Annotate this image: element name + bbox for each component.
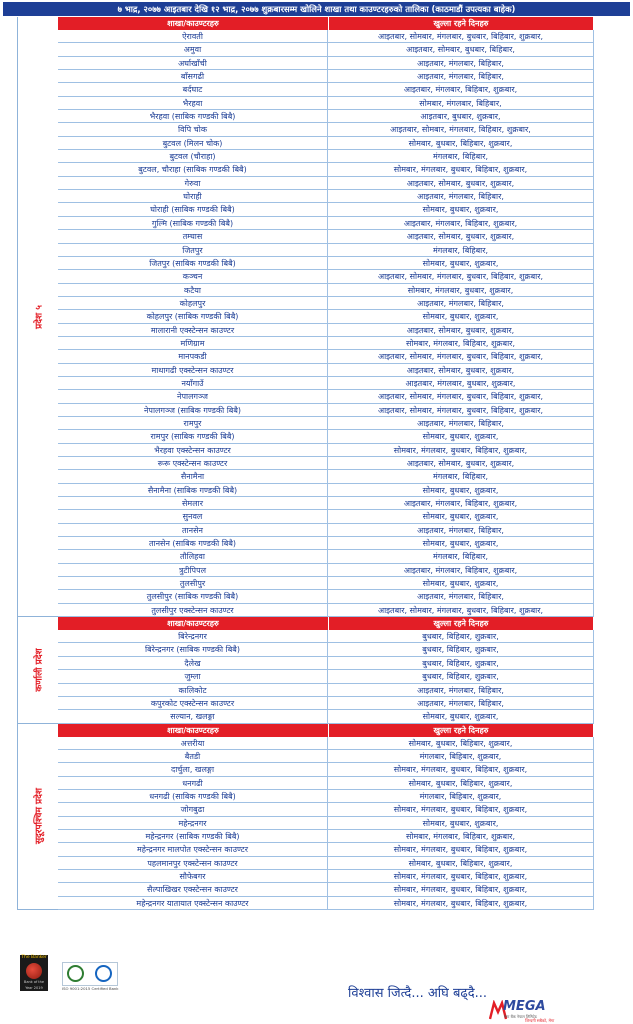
table-row <box>58 817 594 830</box>
branch-name: घोराही <box>58 190 328 203</box>
open-days: आइतबार, सोमबार, मंगलबार, बुधबार, बिहिबार, शुक्रबार, <box>328 390 594 403</box>
banker-logo-text: The Banker <box>21 955 47 960</box>
table-row <box>58 284 594 297</box>
table-row <box>58 83 594 96</box>
branch-name: तुलसीपुर (साबिक गण्डकी बिबै) <box>58 590 328 603</box>
region-cell <box>17 17 58 617</box>
table-row <box>58 564 594 577</box>
open-days: आइतबार, सोमबार, बुधबार, शुक्रबार, <box>328 324 594 337</box>
branch-name: गुल्मि (साबिक गण्डकी बिबै) <box>58 217 328 230</box>
branch-name: ऐरावती <box>58 30 328 43</box>
branch-name: मणिग्राम <box>58 337 328 350</box>
table-header <box>58 724 594 737</box>
open-days: आइतबार, सोमबार, बुधबार, बिहिबार, <box>328 43 594 56</box>
table-row <box>58 657 594 670</box>
table-header <box>58 617 594 630</box>
open-days: सोमबार, मंगलबार, बुधबार, बिहिबार, शुक्रबार, <box>328 883 594 896</box>
region-cell <box>17 617 58 723</box>
open-days: बुधबार, बिहिबार, शुक्रबार, <box>328 670 594 683</box>
open-days: आइतबार, सोमबार, मंगलबार, बुधबार, बिहिबार, शुक्रबार, <box>328 30 594 43</box>
open-days: सोमबार, मंगलबार, बुधबार, बिहिबार, शुक्रबार, <box>328 444 594 457</box>
table-row <box>58 324 594 337</box>
branch-name: बिरेन्द्रनगर <box>58 630 328 643</box>
table-row <box>58 524 594 537</box>
open-days: आइतबार, मंगलबार, बिहिबार, <box>328 697 594 710</box>
table-row <box>58 230 594 243</box>
table-row <box>58 577 594 590</box>
branch-name: सैल्पाखिखर एक्स्टेन्सन काउण्टर <box>58 883 328 896</box>
open-days: सोमबार, बुधबार, बिहिबार, शुक्रबार, <box>328 137 594 150</box>
branch-name: विपि चोक <box>58 123 328 136</box>
open-days: बुधबार, बिहिबार, शुक्रबार, <box>328 643 594 656</box>
open-days: मंगलबार, बिहिबार, <box>328 550 594 563</box>
branch-name: कञ्चन <box>58 270 328 283</box>
open-days: सोमबार, बुधबार, शुक्रबार, <box>328 510 594 523</box>
branch-name: अर्घाखाँची <box>58 57 328 70</box>
open-days: आइतबार, सोमबार, बुधबार, शुक्रबार, <box>328 177 594 190</box>
table-row <box>58 110 594 123</box>
branch-name: नयाँगाउँ <box>58 377 328 390</box>
branch-name: नेपालगञ्ज (साबिक गण्डकी बिबै) <box>58 404 328 417</box>
branch-name: धनगढी <box>58 777 328 790</box>
open-days: सोमबार, बुधबार, शुक्रबार, <box>328 257 594 270</box>
open-days: आइतबार, मंगलबार, बिहिबार, <box>328 590 594 603</box>
region-rows <box>58 617 594 723</box>
table-row <box>58 843 594 856</box>
open-days: आइतबार, मंगलबार, बिहिबार, <box>328 417 594 430</box>
table-row <box>58 310 594 323</box>
open-days: सोमबार, बुधबार, शुक्रबार, <box>328 710 594 723</box>
table-row <box>58 550 594 563</box>
branch-name: कोहलपुर (साबिक गण्डकी बिबै) <box>58 310 328 323</box>
table-row <box>58 43 594 56</box>
branch-name: दैलेख <box>58 657 328 670</box>
branch-name: रामपुर (साबिक गण्डकी बिबै) <box>58 430 328 443</box>
table-row <box>58 457 594 470</box>
table-row <box>58 470 594 483</box>
branch-name: रूरू एक्स्टेन्सन काउण्टर <box>58 457 328 470</box>
branch-name: सल्यान, खलङ्गा <box>58 710 328 723</box>
table-row <box>58 510 594 523</box>
header-branch: शाखा/काउण्टरहरु <box>58 617 329 630</box>
open-days: मंगलबार, बिहिबार, <box>328 150 594 163</box>
branch-name: महेन्द्रनगर (साबिक गण्डकी बिबै) <box>58 830 328 843</box>
open-days: सोमबार, बुधबार, शुक्रबार, <box>328 484 594 497</box>
page-title: ७ भाद्र, २०७७ आइतबार देखि १२ भाद्र, २०७७ शुक्रबारसम्म खोलिने शाखा तथा काउण्टरहरुको तालिका (काठमाडौं उपत्यका बाहेक) <box>3 2 630 16</box>
open-days: मंगलबार, बिहिबार, <box>328 470 594 483</box>
table-row <box>58 497 594 510</box>
table-row <box>58 150 594 163</box>
branch-name: सौफेबगर <box>58 870 328 883</box>
table-row <box>58 137 594 150</box>
table-row <box>58 297 594 310</box>
branch-name: भैरहवा (साबिक गण्डकी बिबै) <box>58 110 328 123</box>
region-label: सुदूरपश्चिम प्रदेश <box>34 788 45 845</box>
branch-name: अत्तरीया <box>58 737 328 750</box>
table-row <box>58 70 594 83</box>
header-days: खुल्ला रहने दिनहरु <box>329 17 594 30</box>
branch-name: भैरहवा एक्स्टेन्सन काउण्टर <box>58 444 328 457</box>
open-days: सोमबार, बुधबार, शुक्रबार, <box>328 817 594 830</box>
region-rows <box>58 724 594 910</box>
table-row <box>58 777 594 790</box>
open-days: आइतबार, सोमबार, मंगलबार, बुधबार, बिहिबार, शुक्रबार, <box>328 404 594 417</box>
branch-name: गेरुवा <box>58 177 328 190</box>
table-row <box>58 604 594 617</box>
header-branch: शाखा/काउण्टरहरु <box>58 724 329 737</box>
slogan: विश्वास जित्दै... अघि बढ्दै... <box>348 986 488 1001</box>
branch-name: कोहलपुर <box>58 297 328 310</box>
open-days: सोमबार, बुधबार, शुक्रबार, <box>328 203 594 216</box>
open-days: आइतबार, मंगलबार, बिहिबार, शुक्रबार, <box>328 564 594 577</box>
table-row <box>58 364 594 377</box>
open-days: सोमबार, मंगलबार, बुधबार, बिहिबार, शुक्रबार, <box>328 897 594 910</box>
branch-name: महेन्द्रनगर यातायात एक्स्टेन्सन काउण्टर <box>58 897 328 910</box>
branch-name: बुटवल (मिलन चोक) <box>58 137 328 150</box>
table-row <box>58 257 594 270</box>
table-row <box>58 444 594 457</box>
table-row <box>58 404 594 417</box>
table-row <box>58 697 594 710</box>
branch-name: तानसेन (साबिक गण्डकी बिबै) <box>58 537 328 550</box>
branch-name: मानपकडी <box>58 350 328 363</box>
branch-name: घोराही (साबिक गण्डकी बिबै) <box>58 203 328 216</box>
branch-name: त्रुटीपिपल <box>58 564 328 577</box>
branch-name: सेमलार <box>58 497 328 510</box>
table-row <box>58 97 594 110</box>
open-days: आइतबार, मंगलबार, बिहिबार, <box>328 190 594 203</box>
table-row <box>58 643 594 656</box>
branch-name: सुनवल <box>58 510 328 523</box>
branch-name: बिरेन्द्रनगर (साबिक गण्डकी बिबै) <box>58 643 328 656</box>
branch-name: कटैया <box>58 284 328 297</box>
open-days: सोमबार, मंगलबार, बिहिबार, शुक्रबार, <box>328 337 594 350</box>
open-days: मंगलबार, बिहिबार, शुक्रबार, <box>328 790 594 803</box>
footer <box>0 948 633 1024</box>
iso-seal-icon <box>67 965 84 982</box>
globe-icon <box>26 963 42 979</box>
table-row <box>58 870 594 883</box>
open-days: बुधबार, बिहिबार, शुक्रबार, <box>328 657 594 670</box>
region-section <box>17 724 594 910</box>
open-days: आइतबार, मंगलबार, बिहिबार, <box>328 524 594 537</box>
table-row <box>58 350 594 363</box>
branch-name: बैतडी <box>58 750 328 763</box>
open-days: बुधबार, बिहिबार, शुक्रबार, <box>328 630 594 643</box>
branch-name: जितपुर <box>58 244 328 257</box>
open-days: आइतबार, मंगलबार, बिहिबार, <box>328 70 594 83</box>
open-days: मंगलबार, बिहिबार, शुक्रबार, <box>328 750 594 763</box>
branch-name: तानसेन <box>58 524 328 537</box>
branch-name: बाँसगढी <box>58 70 328 83</box>
table-row <box>58 430 594 443</box>
open-days: आइतबार, मंगलबार, बिहिबार, शुक्रबार, <box>328 83 594 96</box>
region-label: प्रदेश ५ <box>34 304 45 329</box>
region-cell <box>17 724 58 910</box>
branch-name: नेपालगञ्ज <box>58 390 328 403</box>
region-section <box>17 617 594 723</box>
iso-check-icon <box>95 965 112 982</box>
branch-name: रामपुर <box>58 417 328 430</box>
mega-bank-logo <box>489 998 575 1022</box>
open-days: सोमबार, मंगलबार, बिहिबार, <box>328 97 594 110</box>
open-days: आइतबार, सोमबार, बुधबार, शुक्रबार, <box>328 230 594 243</box>
open-days: सोमबार, बुधबार, बिहिबार, शुक्रबार, <box>328 777 594 790</box>
branch-name: सैनामैना (साबिक गण्डकी बिबै) <box>58 484 328 497</box>
branch-name: बुटवल (चौराहा) <box>58 150 328 163</box>
open-days: सोमबार, बुधबार, शुक्रबार, <box>328 577 594 590</box>
region-label: कर्णाली प्रदेश <box>34 648 45 692</box>
table-row <box>58 244 594 257</box>
table-row <box>58 737 594 750</box>
open-days: आइतबार, सोमबार, मंगलबार, बुधबार, बिहिबार, शुक्रबार, <box>328 270 594 283</box>
open-days: आइतबार, मंगलबार, बिहिबार, <box>328 297 594 310</box>
branch-name: बर्दघाट <box>58 83 328 96</box>
open-days: सोमबार, मंगलबार, बिहिबार, शुक्रबार, <box>328 830 594 843</box>
table-row <box>58 537 594 550</box>
table-row <box>58 377 594 390</box>
open-days: आइतबार, मंगलबार, बिहिबार, शुक्रबार, <box>328 217 594 230</box>
table-row <box>58 177 594 190</box>
open-days: आइतबार, बुधबार, शुक्रबार, <box>328 110 594 123</box>
schedule-table <box>17 17 594 910</box>
branch-name: जुम्ला <box>58 670 328 683</box>
open-days: सोमबार, बुधबार, बिहिबार, शुक्रबार, <box>328 737 594 750</box>
table-row <box>58 763 594 776</box>
table-row <box>58 710 594 723</box>
header-branch: शाखा/काउण्टरहरु <box>58 17 329 30</box>
branch-name: तुलसीपुर <box>58 577 328 590</box>
banker-award-text: Bank of the Year 2019 <box>23 980 45 990</box>
open-days: सोमबार, मंगलबार, बुधबार, बिहिबार, शुक्रबार, <box>328 763 594 776</box>
branch-name: तौलिहवा <box>58 550 328 563</box>
table-row <box>58 417 594 430</box>
open-days: आइतबार, सोमबार, बुधबार, शुक्रबार, <box>328 457 594 470</box>
branch-name: जोगबुढा <box>58 803 328 816</box>
table-row <box>58 684 594 697</box>
open-days: मंगलबार, बिहिबार, <box>328 244 594 257</box>
table-header <box>58 17 594 30</box>
table-row <box>58 190 594 203</box>
region-rows <box>58 17 594 617</box>
region-section <box>17 17 594 617</box>
branch-name: महेन्द्रनगर मालपोत एक्स्टेन्सन काउण्टर <box>58 843 328 856</box>
open-days: आइतबार, सोमबार, बुधबार, शुक्रबार, <box>328 364 594 377</box>
open-days: आइतबार, मंगलबार, बुधबार, शुक्रबार, <box>328 377 594 390</box>
branch-name: कपुरकोट एक्स्टेन्सन काउण्टर <box>58 697 328 710</box>
mega-subtitle: मेगा बैंक नेपाल लिमिटेड <box>504 1014 537 1019</box>
header-days: खुल्ला रहने दिनहरु <box>329 724 594 737</box>
iso-caption: ISO 9001:2015 Certified Bank <box>62 986 119 991</box>
table-row <box>58 337 594 350</box>
table-row <box>58 484 594 497</box>
branch-name: कालिकोट <box>58 684 328 697</box>
branch-name: धनगढी (साबिक गण्डकी बिबै) <box>58 790 328 803</box>
open-days: सोमबार, बुधबार, बिहिबार, शुक्रबार, <box>328 857 594 870</box>
mega-tagline: जिन्दगी सबैको, मेगा <box>525 1018 555 1023</box>
table-row <box>58 803 594 816</box>
branch-name: बुटवल, चौराहा (साबिक गण्डकी बिबै) <box>58 163 328 176</box>
open-days: आइतबार, सोमबार, मंगलबार, बिहिबार, शुक्रबार, <box>328 123 594 136</box>
open-days: सोमबार, मंगलबार, बुधबार, बिहिबार, शुक्रबार, <box>328 870 594 883</box>
open-days: सोमबार, बुधबार, शुक्रबार, <box>328 310 594 323</box>
header-days: खुल्ला रहने दिनहरु <box>329 617 594 630</box>
iso-certification-logo <box>62 962 118 986</box>
branch-name: महेन्द्रनगर <box>58 817 328 830</box>
open-days: सोमबार, बुधबार, शुक्रबार, <box>328 537 594 550</box>
open-days: सोमबार, मंगलबार, बुधबार, बिहिबार, शुक्रबार, <box>328 163 594 176</box>
open-days: आइतबार, सोमबार, मंगलबार, बुधबार, बिहिबार, शुक्रबार, <box>328 350 594 363</box>
table-row <box>58 750 594 763</box>
open-days: आइतबार, मंगलबार, बिहिबार, <box>328 684 594 697</box>
mega-name: MEGA <box>503 999 546 1014</box>
open-days: आइतबार, सोमबार, मंगलबार, बुधबार, बिहिबार, शुक्रबार, <box>328 604 594 617</box>
open-days: सोमबार, बुधबार, शुक्रबार, <box>328 430 594 443</box>
table-row <box>58 390 594 403</box>
branch-name: सैनामैना <box>58 470 328 483</box>
branch-name: भैरहवा <box>58 97 328 110</box>
branch-name: तुलसीपुर एक्स्टेन्सन काउण्टर <box>58 604 328 617</box>
table-row <box>58 857 594 870</box>
open-days: सोमबार, मंगलबार, बुधबार, बिहिबार, शुक्रबार, <box>328 803 594 816</box>
table-row <box>58 270 594 283</box>
open-days: सोमबार, मंगलबार, बुधबार, बिहिबार, शुक्रबार, <box>328 843 594 856</box>
branch-name: जितपुर (साबिक गण्डकी बिबै) <box>58 257 328 270</box>
table-row <box>58 123 594 136</box>
branch-name: दार्चुला, खलङ्गा <box>58 763 328 776</box>
the-banker-logo <box>20 955 48 991</box>
branch-name: माथागढी एक्स्टेन्सन काउण्टर <box>58 364 328 377</box>
branch-name: तम्घास <box>58 230 328 243</box>
table-row <box>58 163 594 176</box>
table-row <box>58 30 594 43</box>
table-row <box>58 630 594 643</box>
open-days: आइतबार, मंगलबार, बिहिबार, शुक्रबार, <box>328 497 594 510</box>
table-row <box>58 57 594 70</box>
table-row <box>58 897 594 910</box>
branch-name: पहलमानपुर एक्स्टेन्सन काउण्टर <box>58 857 328 870</box>
table-row <box>58 790 594 803</box>
table-row <box>58 883 594 896</box>
branch-name: अमुवा <box>58 43 328 56</box>
open-days: आइतबार, मंगलबार, बिहिबार, <box>328 57 594 70</box>
table-row <box>58 830 594 843</box>
table-row <box>58 590 594 603</box>
table-row <box>58 217 594 230</box>
branch-name: मालारानी एक्स्टेन्सन काउण्टर <box>58 324 328 337</box>
open-days: सोमबार, मंगलबार, बुधबार, शुक्रबार, <box>328 284 594 297</box>
table-row <box>58 203 594 216</box>
table-row <box>58 670 594 683</box>
